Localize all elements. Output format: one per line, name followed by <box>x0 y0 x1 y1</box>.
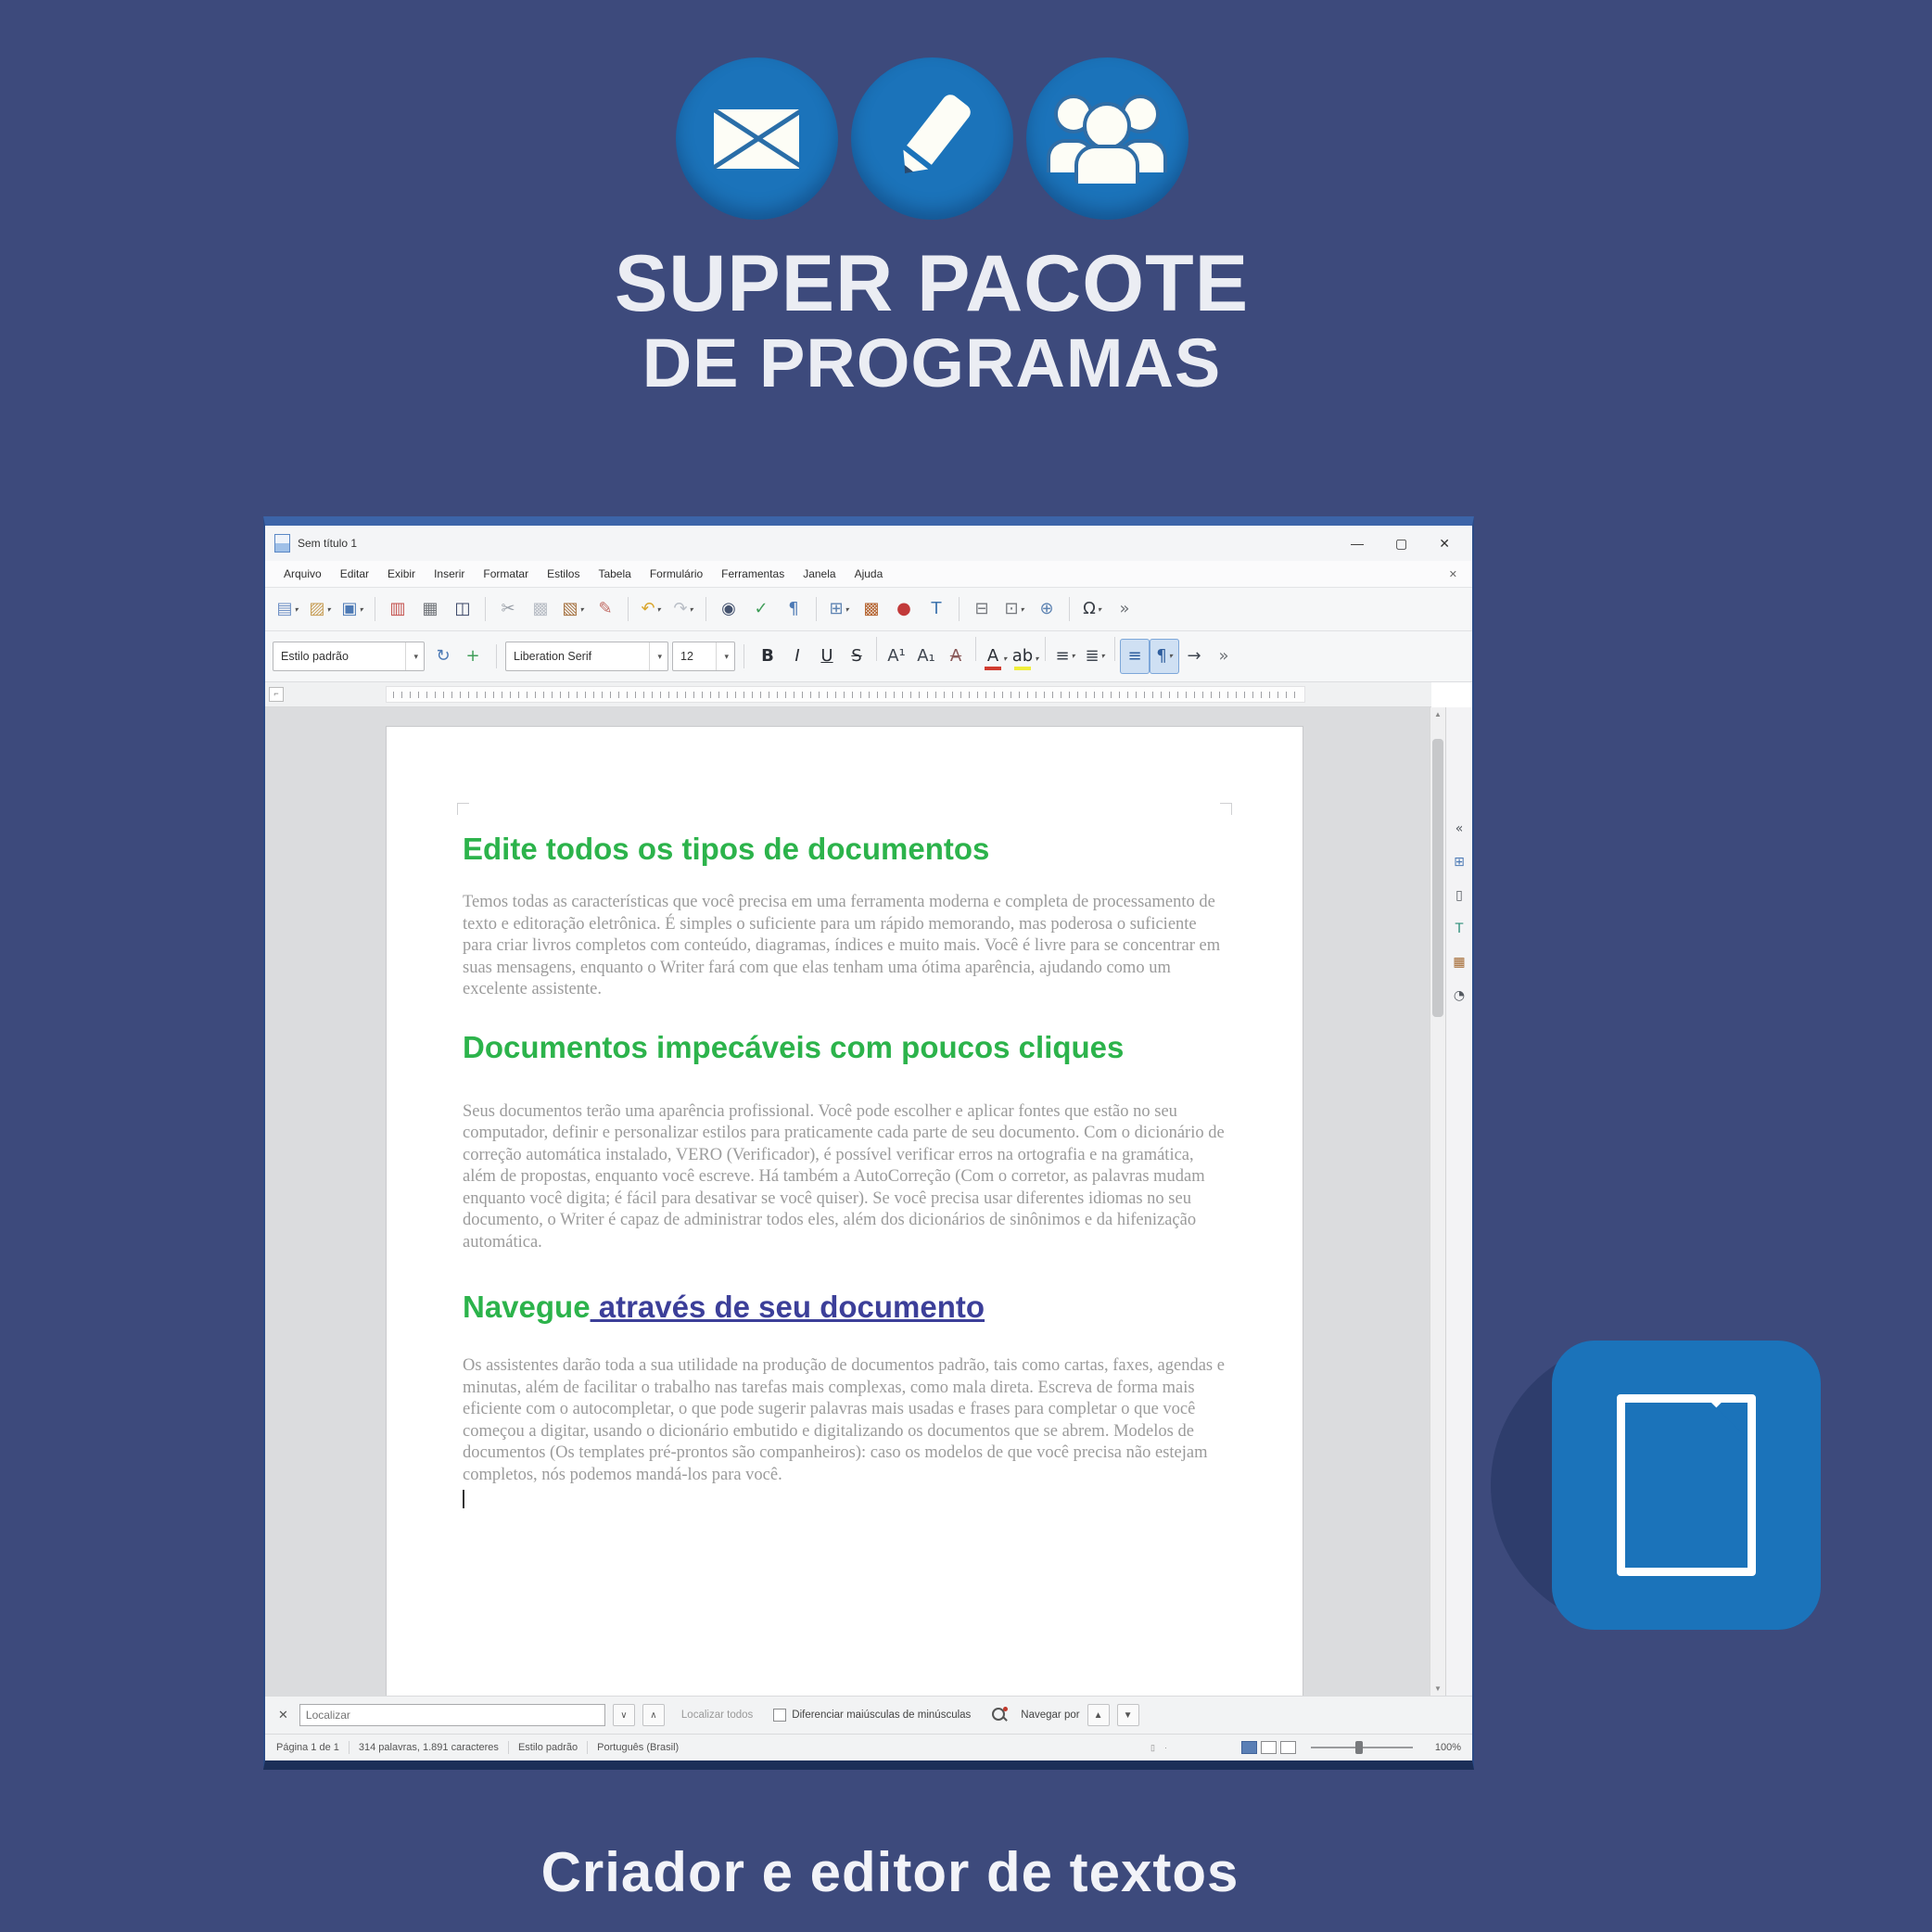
menu-inserir[interactable]: Inserir <box>434 567 465 580</box>
menu-formatar[interactable]: Formatar <box>483 567 529 580</box>
minimize-button[interactable]: — <box>1351 535 1365 551</box>
copy-icon[interactable] <box>526 591 555 627</box>
glyph: Ω <box>1083 599 1096 618</box>
line-spacing-button[interactable] <box>1150 639 1179 674</box>
find-all-icon[interactable] <box>991 1707 1008 1723</box>
dropdown-arrow-icon: ▾ <box>1020 604 1024 614</box>
horizontal-ruler[interactable] <box>265 682 1431 707</box>
dropdown-arrow-icon: ▾ <box>845 604 849 614</box>
glyph: T <box>931 599 942 618</box>
pencil-icon <box>851 57 1013 220</box>
status-bar <box>265 1734 1472 1760</box>
doc-heading-3: Navegue através de seu documento <box>463 1290 985 1324</box>
search-input[interactable] <box>299 1704 605 1726</box>
dropdown-arrow-icon: ▾ <box>689 604 693 614</box>
glyph: ¶ <box>788 599 799 618</box>
app-icon <box>274 534 290 553</box>
scroll-down-icon[interactable]: ▼ <box>1434 1684 1442 1693</box>
numbered-list-button[interactable] <box>1080 639 1110 674</box>
view-layout-buttons <box>1241 1741 1296 1754</box>
title-bar <box>265 526 1472 561</box>
glyph: A <box>949 645 962 666</box>
special-character-icon[interactable] <box>1077 591 1107 627</box>
print-preview-icon[interactable] <box>448 591 477 627</box>
toolbar-separator <box>496 644 497 668</box>
glyph: ab <box>1011 645 1034 666</box>
writer-window <box>263 516 1474 1770</box>
redo-icon[interactable] <box>668 591 698 627</box>
dropdown-arrow-icon: ▾ <box>326 604 331 614</box>
find-close-icon[interactable]: ✕ <box>278 1708 288 1722</box>
toolbar-separator <box>485 597 486 621</box>
toolbar-separator <box>1045 637 1046 661</box>
undo-icon[interactable] <box>636 591 666 627</box>
format-overflow-icon[interactable] <box>1209 639 1239 674</box>
toolbar-overflow-icon[interactable] <box>1110 591 1139 627</box>
indent-more-button[interactable] <box>1179 639 1209 674</box>
dropdown-arrow-icon: ▾ <box>579 604 584 614</box>
print-icon[interactable] <box>415 591 445 627</box>
glyph: ≡ <box>1055 645 1070 666</box>
export-pdf-icon[interactable] <box>383 591 413 627</box>
properties-panel-icon[interactable]: ⊞ <box>1454 855 1465 870</box>
sidebar-toggle-icon[interactable]: « <box>1455 821 1464 836</box>
insert-table-icon[interactable] <box>824 591 854 627</box>
glyph: » <box>1119 599 1130 618</box>
poster-caption: Criador e editor de textos <box>540 1841 1239 1903</box>
align-left-button[interactable] <box>1120 639 1150 674</box>
clear-formatting-button[interactable] <box>941 639 971 674</box>
text-language[interactable]: Português (Brasil) <box>597 1742 680 1753</box>
document-badge <box>1491 1341 1821 1630</box>
glyph: ▩ <box>863 599 880 618</box>
document-area <box>265 707 1472 1696</box>
subscript-button[interactable] <box>911 639 941 674</box>
glyph: B <box>761 645 774 666</box>
underline-button[interactable] <box>812 639 842 674</box>
paste-icon[interactable] <box>558 591 588 627</box>
glyph: S <box>851 645 862 666</box>
glyph: ▧ <box>562 599 578 618</box>
navigator-panel-icon[interactable]: ◔ <box>1453 988 1466 1003</box>
navigate-by-label: Navegar por <box>1021 1710 1080 1721</box>
menu-arquivo[interactable]: Arquivo <box>284 567 322 580</box>
doc-heading-2: Documentos impecáveis com poucos cliques <box>463 1029 1125 1064</box>
suite-icons <box>0 57 1863 220</box>
glyph: ↶ <box>641 599 655 618</box>
dropdown-arrow-icon: ▾ <box>1002 655 1007 663</box>
toolbar-separator <box>628 597 629 621</box>
page-style[interactable]: Estilo padrão <box>517 1742 578 1753</box>
menu-estilos[interactable]: Estilos <box>547 567 580 580</box>
chevron-down-icon: ▾ <box>716 642 731 670</box>
glyph: ⊕ <box>1039 599 1054 618</box>
formatting-marks-icon[interactable] <box>779 591 808 627</box>
close-button[interactable]: ✕ <box>1439 535 1450 551</box>
multi-page-view-button[interactable] <box>1261 1741 1277 1754</box>
glyph: ◫ <box>454 599 471 618</box>
page-count[interactable]: Página 1 de 1 <box>276 1742 339 1753</box>
navigate-up-button[interactable]: ▲ <box>1087 1704 1110 1726</box>
new-style-icon[interactable] <box>458 639 488 674</box>
save-icon[interactable] <box>337 591 367 627</box>
highlight-color-button[interactable] <box>1010 642 1040 677</box>
font-color-button[interactable] <box>981 642 1010 677</box>
glyph: ⊞ <box>829 599 844 618</box>
doc-paragraph-3: Os assistentes darão toda a sua utilidade na produção de documentos padrão, tais como cartas, faxes, agendas e minutas, além de facilitar o trabalho nas tarefas mais complexas, como mala direta. Escreva de forma mais eficiente com o autocompletar, o que pode sugerir palavras mais usadas e frases para completar o que você começou a digitar, usando o dicionário embutido e digitalizando os documentos que se abrem. Modelos de documentos (Os templates pré-prontos são companheiros): caso os modelos de que você precisa não estejam completos, nós podemos mandá-los para você. <box>463 1356 1225 1484</box>
insert-textbox-icon[interactable] <box>922 591 951 627</box>
insert-hyperlink-icon[interactable] <box>1032 591 1061 627</box>
poster-title-line2: DE PROGRAMAS <box>642 324 1222 401</box>
glyph: A₁ <box>917 645 935 666</box>
dropdown-arrow-icon: ▾ <box>1097 604 1101 614</box>
glyph: I <box>794 645 800 666</box>
glyph: ▨ <box>309 599 325 618</box>
dropdown-arrow-icon: ▾ <box>1035 655 1039 663</box>
dropdown-arrow-icon: ▾ <box>294 604 299 614</box>
open-icon[interactable] <box>305 591 335 627</box>
text-cursor <box>463 1490 464 1508</box>
find-toolbar <box>265 1696 1472 1734</box>
page-panel-icon[interactable]: ▯ <box>1455 888 1463 903</box>
insert-field-icon[interactable] <box>999 591 1029 627</box>
book-view-button[interactable] <box>1280 1741 1296 1754</box>
envelope-icon <box>676 57 838 220</box>
toolbar-separator <box>1069 597 1070 621</box>
styles-panel-icon[interactable]: T <box>1455 922 1464 936</box>
document-close-icon[interactable]: ✕ <box>1448 568 1457 580</box>
superscript-button[interactable] <box>882 639 911 674</box>
font-size-combobox[interactable]: 12 ▾ <box>672 642 735 671</box>
find-next-button[interactable]: ∨ <box>613 1704 635 1726</box>
standard-toolbar <box>265 588 1472 631</box>
menu-formulario[interactable]: Formulário <box>649 567 704 580</box>
match-case-checkbox[interactable] <box>773 1709 786 1722</box>
document-page[interactable] <box>386 726 1303 1696</box>
glyph: ▦ <box>422 599 439 618</box>
window-title: Sem título 1 <box>298 537 358 550</box>
strikethrough-button[interactable] <box>842 639 871 674</box>
window-controls <box>1351 536 1463 552</box>
gallery-panel-icon[interactable]: ▦ <box>1453 955 1466 970</box>
doc-paragraph-1: Temos todas as características que você precisa em uma ferramenta moderna e completa de processamento de texto e editoração eletrônica. É simples o suficiente para um rápido memorando, mas poderosa o suficiente para criar livros completos com conteúdo, diagramas, índices e muito mais. Você é livre para se concentrar em suas mensagens, enquanto o Writer fará com que elas tenham uma ótima aparência, ajudando como um excelente assistente. <box>463 893 1221 998</box>
single-page-view-button[interactable] <box>1241 1741 1257 1754</box>
dropdown-arrow-icon: ▾ <box>1100 652 1105 660</box>
doc-paragraph-2: Seus documentos terão uma aparência profissional. Você pode escolher e aplicar fontes que estão no seu computador, definir e personalizar estilos para praticamente cada parte de seu documento. Com o dicionário de correção automática instalado, VERO (Verificador), é possível verificar erros na ortografia e na gramática, além de propostas, enquanto você escreve. Há também a AutoCorreção (Com o corretor, as palavras mudam enquanto você digita; é fácil para desativar se você quiser). Se você precisa usar diferentes idiomas no seu documento, o Writer é capaz de administrar todos eles, além dos dicionários de sinônimos e da hifenização automática. <box>463 1101 1225 1252</box>
dropdown-arrow-icon: ▾ <box>1168 652 1173 660</box>
toolbar-separator <box>975 637 976 661</box>
menu-tabela[interactable]: Tabela <box>598 567 631 580</box>
poster-header <box>0 57 1863 401</box>
glyph: ◉ <box>721 599 736 618</box>
glyph: ≡ <box>1127 645 1142 666</box>
menu-editar[interactable]: Editar <box>339 567 370 580</box>
glyph: ▤ <box>276 599 293 618</box>
zoom-level[interactable]: 100% <box>1434 1742 1461 1753</box>
sidebar-tab-strip <box>1445 707 1472 1696</box>
glyph: ¶ <box>1156 645 1167 666</box>
match-case-label: Diferenciar maiúsculas de minúsculas <box>792 1710 972 1721</box>
find-previous-button[interactable]: ∧ <box>642 1704 665 1726</box>
glyph: U <box>820 645 833 666</box>
glyph: ⊟ <box>974 599 989 618</box>
glyph: ⊡ <box>1004 599 1019 618</box>
find-replace-icon[interactable] <box>714 591 744 627</box>
menu-ajuda[interactable]: Ajuda <box>854 567 883 580</box>
glyph: » <box>1218 645 1229 666</box>
toolbar-separator <box>705 597 706 621</box>
find-all-button[interactable]: Localizar todos <box>680 1710 754 1721</box>
dropdown-arrow-icon: ▾ <box>359 604 363 614</box>
insert-chart-icon[interactable] <box>889 591 919 627</box>
font-name-combobox[interactable]: Liberation Serif ▾ <box>505 642 668 671</box>
clone-formatting-icon[interactable] <box>591 591 620 627</box>
word-count[interactable]: 314 palavras, 1.891 caracteres <box>358 1742 499 1753</box>
zoom-slider-thumb[interactable] <box>1355 1741 1363 1754</box>
bullet-list-button[interactable] <box>1050 639 1080 674</box>
glyph: ✂ <box>501 599 515 618</box>
formatting-toolbar <box>265 631 1472 682</box>
glyph: ● <box>896 599 911 618</box>
scrollbar-thumb[interactable] <box>1432 739 1443 1017</box>
glyph: ↷ <box>673 599 688 618</box>
text-boundary-mark <box>1220 803 1232 815</box>
bold-button[interactable] <box>753 639 782 674</box>
glyph: A <box>986 645 999 666</box>
glyph: → <box>1187 645 1201 666</box>
glyph: + <box>465 646 480 666</box>
cut-icon[interactable] <box>493 591 523 627</box>
zoom-slider[interactable] <box>1311 1741 1413 1754</box>
insert-image-icon[interactable] <box>857 591 886 627</box>
page-break-icon[interactable] <box>967 591 997 627</box>
navigate-down-button[interactable]: ▼ <box>1117 1704 1139 1726</box>
document-modified-icon[interactable]: · <box>1164 1743 1167 1752</box>
chevron-down-icon: ▾ <box>405 642 420 670</box>
glyph: ▥ <box>389 599 406 618</box>
glyph: ↻ <box>436 646 451 666</box>
toolbar-separator <box>816 597 817 621</box>
menu-exibir[interactable]: Exibir <box>388 567 416 580</box>
people-icon <box>1026 57 1188 220</box>
glyph: ▣ <box>341 599 358 618</box>
menu-janela[interactable]: Janela <box>803 567 836 580</box>
paragraph-style-combobox[interactable]: Estilo padrão ▾ <box>273 642 425 671</box>
dropdown-arrow-icon: ▾ <box>1071 652 1075 660</box>
glyph: ✓ <box>754 599 769 618</box>
glyph: ≣ <box>1085 645 1099 666</box>
glyph: ▩ <box>532 599 549 618</box>
selection-mode-icon[interactable]: ▯ <box>1150 1742 1155 1752</box>
menu-bar <box>265 561 1472 588</box>
spelling-icon[interactable] <box>746 591 776 627</box>
update-style-icon[interactable] <box>428 639 458 674</box>
glyph: A¹ <box>887 645 906 666</box>
italic-button[interactable] <box>782 639 812 674</box>
toolbar-separator <box>1114 637 1115 661</box>
toolbar-separator <box>959 597 960 621</box>
poster-title-line1: SUPER PACOTE <box>614 239 1250 328</box>
doc-heading-1: Edite todos os tipos de documentos <box>463 832 990 866</box>
chevron-down-icon: ▾ <box>649 642 664 670</box>
text-boundary-mark <box>457 803 469 815</box>
document-icon <box>1617 1394 1756 1576</box>
new-document-icon[interactable] <box>273 591 302 627</box>
vertical-scrollbar[interactable] <box>1430 707 1445 1696</box>
scroll-up-icon[interactable]: ▲ <box>1434 710 1442 718</box>
glyph: ✎ <box>598 599 613 618</box>
menu-ferramentas[interactable]: Ferramentas <box>721 567 785 580</box>
maximize-button[interactable]: ▢ <box>1395 535 1408 551</box>
dropdown-arrow-icon: ▾ <box>656 604 661 614</box>
tab-stop-selector[interactable]: ⌐ <box>269 687 284 702</box>
toolbar-separator <box>876 637 877 661</box>
